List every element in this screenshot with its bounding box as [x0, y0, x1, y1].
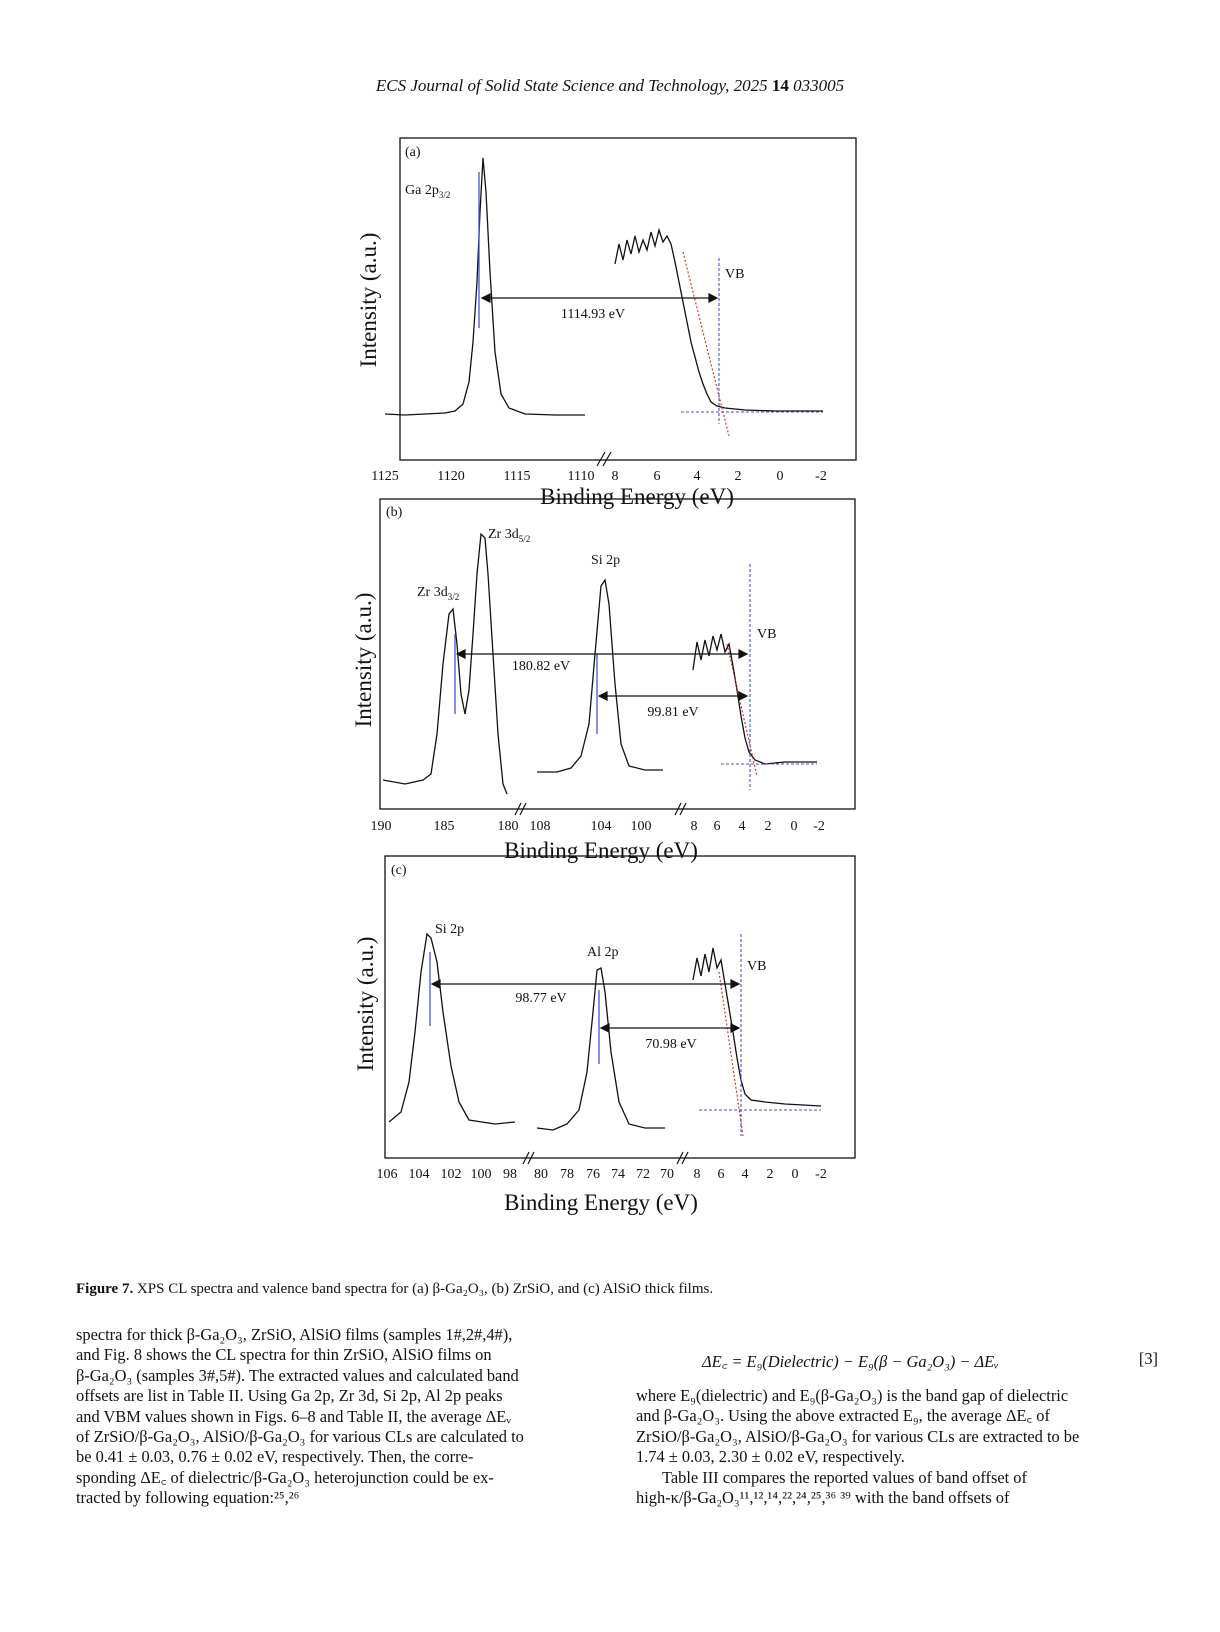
tick-label: 6: [713, 819, 721, 834]
tick-label: 190: [370, 819, 392, 834]
right-column: [636, 1386, 1158, 1508]
text-line: tracted by following equation:²⁵,²⁶: [76, 1488, 300, 1508]
tick-label: -2: [815, 469, 827, 484]
tick-label: 1115: [503, 469, 531, 484]
tick-label: 0: [790, 819, 798, 834]
journal-name: ECS Journal of Solid State Science and Technology,: [375, 76, 730, 95]
text-line: and Fig. 8 shows the CL spectra for thin ZrSiO, AlSiO films on: [76, 1345, 492, 1365]
text-line: Table III compares the reported values of band offset of: [662, 1467, 1027, 1487]
axis-break: [597, 452, 611, 466]
tick-label: 0: [791, 1167, 799, 1182]
caption-text: XPS CL spectra and valence band spectra for (a) β-Ga₂O₃, (b) ZrSiO, and (c) AlSiO thick films.: [136, 1281, 714, 1297]
tick-label: 108: [529, 819, 551, 834]
journal-year: 2025: [733, 76, 768, 95]
tick-label: 98: [503, 1167, 517, 1182]
tick-label: 104: [590, 819, 612, 834]
x-axis-label: Binding Energy (eV): [504, 1190, 698, 1215]
tick-label: 4: [741, 1167, 749, 1182]
tick-label: 104: [408, 1167, 430, 1182]
tick-label: -2: [813, 819, 825, 834]
text-line: high-κ/β-Ga₂O₃¹¹,¹²,¹⁴,²²,²⁴,²⁵,³⁶ ³⁹ with the band offsets of: [636, 1488, 1010, 1508]
caption-lead: Figure 7.: [76, 1281, 134, 1297]
vb-label: VB: [747, 959, 767, 974]
running-header: [0, 76, 1220, 96]
tick-label: 72: [636, 1167, 650, 1182]
tick-label: 180: [497, 819, 519, 834]
equation-number: [3]: [1138, 1349, 1158, 1368]
arrow-label: 99.81 eV: [647, 705, 699, 720]
tick-labels: [371, 819, 825, 834]
text-line: and β-Ga₂O₃. Using the above extracted E₉, the average ΔE꜀ of: [636, 1406, 1050, 1426]
peak-label: Si 2p: [435, 922, 465, 937]
panel-tag: (c): [391, 863, 407, 878]
tick-label: 1110: [567, 469, 595, 484]
text-line: be 0.41 ± 0.03, 0.76 ± 0.02 eV, respectively. Then, the corre-: [76, 1447, 474, 1467]
tick-labels: [377, 1167, 827, 1182]
y-axis-label: Intensity (a.u.): [356, 232, 381, 368]
tick-label: 8: [611, 469, 619, 484]
tick-label: 1120: [437, 469, 465, 484]
tick-label: 102: [440, 1167, 462, 1182]
tick-label: 70: [660, 1167, 674, 1182]
arrow-label: 70.98 eV: [645, 1037, 697, 1052]
tick-label: 185: [433, 819, 455, 834]
plot-frame: [385, 856, 855, 1158]
figure-caption: [76, 1281, 1156, 1298]
zr3d-spectrum: [383, 534, 507, 794]
peak-label: Zr $3d_{3/2}$: [417, 585, 460, 602]
y-axis-label: Intensity (a.u.): [351, 592, 376, 728]
journal-volume: 14: [771, 76, 789, 95]
tick-label: 8: [693, 1167, 701, 1182]
x-axis-label: Binding Energy (eV): [540, 484, 734, 509]
text-line: 1.74 ± 0.03, 2.30 ± 0.02 eV, respectively.: [636, 1447, 905, 1467]
tick-label: 2: [734, 469, 742, 484]
arrow: [601, 1024, 739, 1032]
tick-label: 4: [693, 469, 701, 484]
article-number: 033005: [793, 76, 845, 95]
vb-label: VB: [757, 627, 777, 642]
equation-body: ΔE꜀ = E₉(Dielectric) − E₉(β − Ga₂O₃) − ΔEᵥ: [702, 1352, 999, 1371]
text-line: β-Ga₂O₃ (samples 3#,5#). The extracted values and calculated band: [76, 1365, 519, 1385]
arrow-label: 180.82 eV: [511, 659, 571, 674]
y-axis-label: Intensity (a.u.): [353, 936, 378, 1072]
tick-label: 1125: [371, 469, 399, 484]
text-line: ZrSiO/β-Ga₂O₃, AlSiO/β-Ga₂O₃ for various CLs are extracted to be: [636, 1426, 1080, 1446]
text-line: offsets are list in Table II. Using Ga 2p, Zr 3d, Si 2p, Al 2p peaks: [76, 1386, 503, 1406]
si2p-spectrum: [389, 934, 515, 1124]
peak-label: Ga $2p_{3/2}$: [405, 183, 451, 200]
tick-label: -2: [815, 1167, 827, 1182]
text-line: where E₉(dielectric) and E₉(β-Ga₂O₃) is the band gap of dielectric: [636, 1386, 1069, 1405]
peak-label: Al 2p: [587, 945, 619, 960]
tick-label: 2: [766, 1167, 774, 1182]
arrow: [599, 692, 747, 700]
tick-label: 8: [690, 819, 698, 834]
arrow-label: 1114.93 eV: [560, 307, 626, 322]
arrow: [432, 980, 739, 988]
vb-label: VB: [725, 267, 745, 282]
panel-tag: (a): [405, 145, 421, 160]
text-line: and VBM values shown in Figs. 6–8 and Table II, the average ΔEᵥ: [76, 1406, 512, 1426]
tick-label: 6: [653, 469, 661, 484]
figure-panel-a: [345, 132, 865, 512]
tick-label: 76: [586, 1167, 600, 1182]
tick-label: 0: [776, 469, 784, 484]
fit-line: [719, 972, 743, 1136]
tick-label: 74: [611, 1167, 625, 1182]
arrow: [457, 650, 747, 658]
tick-label: 6: [717, 1167, 725, 1182]
tick-label: 80: [534, 1167, 548, 1182]
tick-label: 4: [738, 819, 746, 834]
figure-panel-b: [345, 494, 865, 864]
tick-label: 2: [764, 819, 772, 834]
tick-label: 106: [376, 1167, 398, 1182]
tick-labels: [371, 469, 827, 484]
equation: [636, 1349, 1158, 1373]
si2p-spectrum: [537, 580, 663, 772]
text-line: spectra for thick β-Ga₂O₃, ZrSiO, AlSiO films (samples 1#,2#,4#),: [76, 1325, 513, 1344]
text-line: of ZrSiO/β-Ga₂O₃, AlSiO/β-Ga₂O₃ for various CLs are calculated to: [76, 1427, 524, 1447]
peak-label: Si 2p: [591, 553, 621, 568]
tick-label: 100: [470, 1167, 492, 1182]
figure-panel-c: [345, 852, 865, 1224]
arrow-label: 98.77 eV: [515, 991, 567, 1006]
peak-label: Zr $3d_{5/2}$: [488, 527, 531, 544]
text-line: sponding ΔE꜀ of dielectric/β-Ga₂O₃ heterojunction could be ex-: [76, 1467, 494, 1487]
left-column: [76, 1325, 596, 1509]
tick-label: 78: [560, 1167, 574, 1182]
panel-tag: (b): [386, 505, 403, 520]
x-axis-label: Binding Energy (eV): [504, 838, 698, 863]
tick-label: 100: [630, 819, 652, 834]
fit-line: [683, 252, 729, 436]
